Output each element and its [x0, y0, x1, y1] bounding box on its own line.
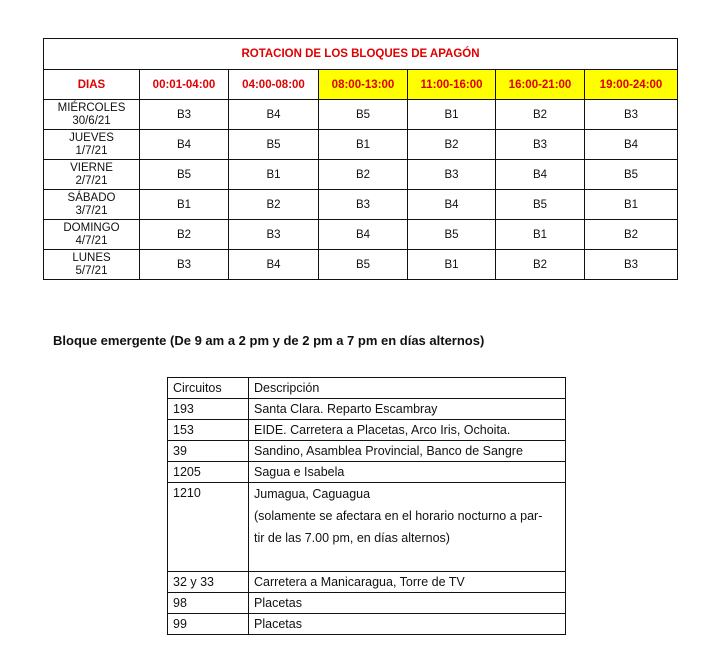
block-cell: B5 — [229, 130, 319, 160]
day-date: 2/7/21 — [75, 174, 108, 187]
day-date: 30/6/21 — [72, 114, 111, 127]
description-column-header: Descripción — [249, 378, 566, 399]
block-cell: B3 — [585, 100, 678, 130]
block-cell: B4 — [408, 190, 496, 220]
day-name: MIÉRCOLES — [57, 101, 126, 114]
description-line: tir de las 7.00 pm, en días alternos) — [254, 531, 450, 545]
circuit-row — [168, 441, 566, 462]
day-date: 1/7/21 — [75, 144, 108, 157]
block-cell: B1 — [585, 190, 678, 220]
circuits-header-row — [168, 378, 566, 399]
circuit-number: 1205 — [168, 462, 249, 483]
block-cell: B3 — [408, 160, 496, 190]
day-date: 4/7/21 — [75, 234, 108, 247]
description-line: Placetas — [254, 596, 302, 610]
block-cell: B1 — [408, 250, 496, 280]
circuit-description — [249, 420, 566, 441]
description-line: (solamente se afectara en el horario nocturno a par- — [254, 509, 543, 523]
circuits-column-header: Circuitos — [168, 378, 249, 399]
time-slot-header: 08:00-13:00 — [319, 70, 408, 100]
block-cell: B1 — [229, 160, 319, 190]
description-line: Sandino, Asamblea Provincial, Banco de Sangre — [254, 444, 523, 458]
day-name: JUEVES — [69, 131, 114, 144]
rotation-table — [43, 38, 678, 280]
description-line — [254, 549, 560, 571]
block-cell: B5 — [496, 190, 585, 220]
day-cell — [44, 250, 140, 280]
block-cell: B1 — [319, 130, 408, 160]
circuit-row — [168, 572, 566, 593]
day-cell — [44, 100, 140, 130]
emergent-block-heading: Bloque emergente (De 9 am a 2 pm y de 2 pm a 7 pm en días alternos) — [53, 333, 485, 348]
block-cell: B5 — [408, 220, 496, 250]
rotation-header-row — [44, 70, 678, 100]
description-line: Jumagua, Caguagua — [254, 487, 371, 501]
day-name: SÁBADO — [67, 191, 116, 204]
circuit-description — [249, 614, 566, 635]
block-cell: B4 — [229, 250, 319, 280]
rotation-title: ROTACION DE LOS BLOQUES DE APAGÓN — [44, 39, 678, 70]
block-cell: B3 — [140, 250, 229, 280]
block-cell: B2 — [496, 100, 585, 130]
day-name: LUNES — [72, 251, 111, 264]
circuit-number: 98 — [168, 593, 249, 614]
block-cell: B3 — [140, 100, 229, 130]
circuit-description — [249, 593, 566, 614]
time-slot-header: 00:01-04:00 — [140, 70, 229, 100]
description-line: Santa Clara. Reparto Escambray — [254, 402, 438, 416]
day-date: 3/7/21 — [75, 204, 108, 217]
rotation-row — [44, 220, 678, 250]
circuit-description — [249, 572, 566, 593]
block-cell: B1 — [140, 190, 229, 220]
time-slot-header: 19:00-24:00 — [585, 70, 678, 100]
circuit-description — [249, 441, 566, 462]
block-cell: B5 — [140, 160, 229, 190]
circuit-description — [249, 399, 566, 420]
circuit-row — [168, 483, 566, 572]
block-cell: B2 — [496, 250, 585, 280]
description-line: Sagua e Isabela — [254, 465, 345, 479]
circuit-description — [249, 483, 566, 572]
day-cell — [44, 130, 140, 160]
circuit-number: 1210 — [168, 483, 249, 572]
day-cell — [44, 220, 140, 250]
block-cell: B2 — [140, 220, 229, 250]
day-cell — [44, 190, 140, 220]
day-date: 5/7/21 — [75, 264, 108, 277]
rotation-row — [44, 100, 678, 130]
rotation-row — [44, 250, 678, 280]
block-cell: B3 — [319, 190, 408, 220]
circuits-table — [167, 377, 566, 635]
block-cell: B2 — [585, 220, 678, 250]
description-line: EIDE. Carretera a Placetas, Arco Iris, Ochoita. — [254, 423, 511, 437]
rotation-row — [44, 190, 678, 220]
circuit-row — [168, 462, 566, 483]
block-cell: B5 — [585, 160, 678, 190]
block-cell: B1 — [496, 220, 585, 250]
block-cell: B2 — [229, 190, 319, 220]
block-cell: B5 — [319, 250, 408, 280]
circuit-number: 99 — [168, 614, 249, 635]
time-slot-header: 04:00-08:00 — [229, 70, 319, 100]
circuit-row — [168, 399, 566, 420]
block-cell: B5 — [319, 100, 408, 130]
rotation-row — [44, 130, 678, 160]
block-cell: B1 — [408, 100, 496, 130]
block-cell: B4 — [585, 130, 678, 160]
day-column-header: DIAS — [44, 70, 140, 100]
block-cell: B4 — [229, 100, 319, 130]
description-line: Carretera a Manicaragua, Torre de TV — [254, 575, 465, 589]
circuit-number: 39 — [168, 441, 249, 462]
circuit-row — [168, 420, 566, 441]
rotation-row — [44, 160, 678, 190]
circuit-row — [168, 593, 566, 614]
day-cell — [44, 160, 140, 190]
time-slot-header: 11:00-16:00 — [408, 70, 496, 100]
circuit-number: 32 y 33 — [168, 572, 249, 593]
block-cell: B2 — [319, 160, 408, 190]
block-cell: B3 — [496, 130, 585, 160]
description-line: Placetas — [254, 617, 302, 631]
circuit-number: 193 — [168, 399, 249, 420]
block-cell: B2 — [408, 130, 496, 160]
block-cell: B4 — [140, 130, 229, 160]
circuit-row — [168, 614, 566, 635]
circuit-description — [249, 462, 566, 483]
block-cell: B4 — [319, 220, 408, 250]
circuit-number: 153 — [168, 420, 249, 441]
block-cell: B3 — [229, 220, 319, 250]
day-name: VIERNE — [70, 161, 113, 174]
day-name: DOMINGO — [63, 221, 120, 234]
block-cell: B3 — [585, 250, 678, 280]
block-cell: B4 — [496, 160, 585, 190]
time-slot-header: 16:00-21:00 — [496, 70, 585, 100]
